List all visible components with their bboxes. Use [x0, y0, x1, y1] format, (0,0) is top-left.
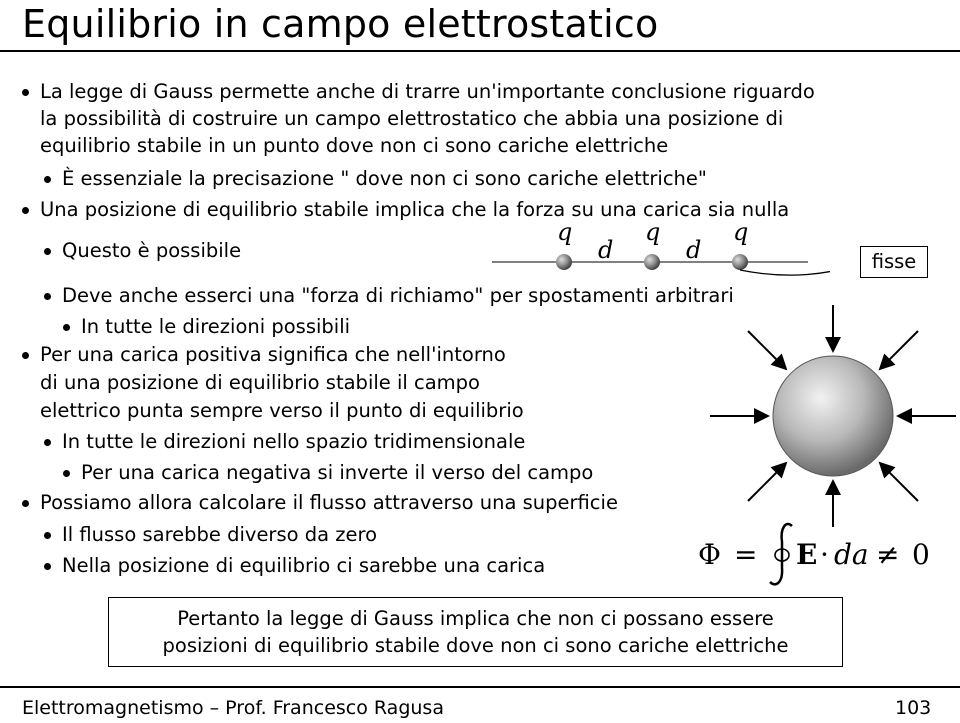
- distance-label-d1: d: [598, 236, 614, 264]
- bullet-dot: [44, 439, 51, 446]
- bullet-dot: [22, 89, 29, 96]
- bullet-4-sub-1: Il flusso sarebbe diverso da zero: [62, 523, 378, 546]
- charge-label-q3: q: [733, 218, 749, 246]
- charge-1: [556, 254, 572, 270]
- bullet-dot: [44, 532, 51, 539]
- title-divider: [0, 50, 960, 52]
- bullet-dot: [22, 207, 29, 214]
- bullet-2-sub-1: Questo è possibile: [62, 239, 242, 262]
- bullet-1-line-1: La legge di Gauss permette anche di trarre un'importante conclusione riguardo: [40, 80, 815, 103]
- bullet-dot: [22, 352, 29, 359]
- bullet-3-sub-1-sub: Per una carica negativa si inverte il verso del campo: [81, 461, 594, 484]
- distance-label-d2: d: [686, 236, 702, 264]
- bullet-4: Possiamo allora calcolare il flusso attraverso una superficie: [40, 491, 618, 514]
- formula-dot: ·: [820, 538, 829, 571]
- bullet-1-line-3: equilibrio stabile in un punto dove non ci sono cariche elettriche: [40, 134, 669, 157]
- bullet-dot: [44, 563, 51, 570]
- sphere-field-diagram: [698, 305, 958, 527]
- charge-2: [644, 254, 660, 270]
- conclusion-line-2: posizioni di equilibrio stabile dove non ci sono cariche elettriche: [162, 634, 789, 657]
- bullet-1-sub: È essenziale la precisazione " dove non ci sono cariche elettriche": [62, 167, 707, 190]
- gaussian-sphere: [773, 356, 893, 476]
- bullet-dot: [63, 324, 70, 331]
- conclusion-line-1: Pertanto la legge di Gauss implica che non ci possano essere: [177, 607, 774, 630]
- bullet-dot: [44, 176, 51, 183]
- bullet-3-sub-1: In tutte le direzioni nello spazio tridimensionale: [62, 430, 526, 453]
- formula-field-E: E: [796, 538, 818, 571]
- footer-course: Elettromagnetismo – Prof. Francesco Ragusa: [22, 697, 444, 719]
- bullet-3-line-3: elettrico punta sempre verso il punto di equilibrio: [40, 399, 524, 422]
- conclusion-box: [108, 597, 843, 667]
- bullet-dot: [22, 500, 29, 507]
- bullet-dot: [63, 470, 70, 477]
- formula-phi: Φ: [698, 538, 721, 571]
- bullet-3-line-2: di una posizione di equilibrio stabile il campo: [40, 371, 480, 394]
- formula-equals: =: [734, 538, 758, 571]
- bullet-2-sub-2: Deve anche esserci una "forza di richiamo" per spostamenti arbitrari: [62, 284, 734, 307]
- bullet-4-sub-2: Nella posizione di equilibrio ci sarebbe una carica: [62, 554, 546, 577]
- charge-3: [732, 254, 748, 270]
- charge-label-q2: q: [645, 218, 661, 246]
- bullet-3-line-1: Per una carica positiva significa che nell'intorno: [40, 343, 506, 366]
- slide-title: Equilibrio in campo elettrostatico: [22, 2, 659, 46]
- bullet-1-line-2: la possibilità di costruire un campo elettrostatico che abbia una posizione di: [40, 107, 784, 130]
- fixed-label-box: fisse: [860, 246, 928, 278]
- formula-neq: ≠: [876, 538, 900, 571]
- bullet-2-sub-2-sub: In tutte le direzioni possibili: [81, 315, 351, 338]
- charge-label-q1: q: [557, 218, 573, 246]
- footer-divider: [0, 686, 960, 688]
- page-number: 103: [895, 697, 932, 719]
- bullet-2: Una posizione di equilibrio stabile implica che la forza su una carica sia nulla: [40, 198, 790, 221]
- formula-zero: 0: [912, 538, 930, 571]
- bullet-dot: [44, 248, 51, 255]
- flux-formula: [694, 528, 939, 586]
- formula-da: da: [834, 538, 869, 571]
- bullet-dot: [44, 293, 51, 300]
